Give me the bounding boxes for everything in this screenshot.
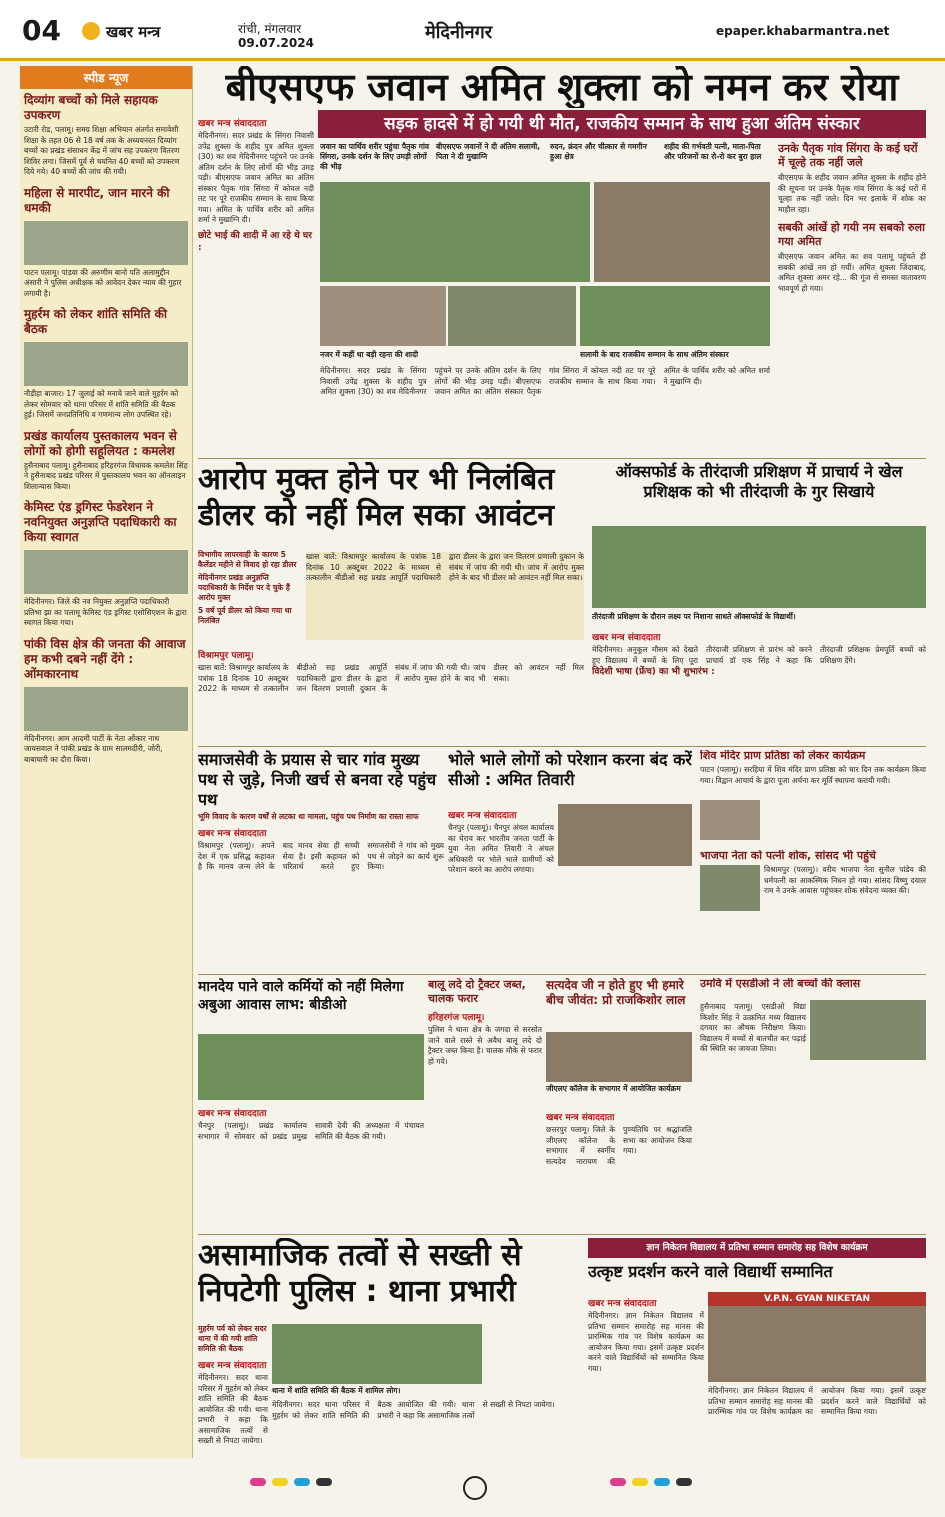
headline-line[interactable]: आरोप मुक्त होने पर भी निलंबित [198,462,555,497]
byline: खबर मन्त्र संवाददाता [588,1299,657,1309]
story-police-headline [198,1238,580,1320]
story12-left [198,1324,268,1464]
side-body: बीएसएफ जवान अमित का शव पलामू पहुंचते ही सबकी आंखें नम हो गयीं। अमित शुक्ला जिंदाबाद, अमित शुक्ला अमर रहे... की गूंज से समस्त वातावरण भावपूर्ण हो गया। [778,252,926,293]
lead-body: मेदिनीनगर। सदर प्रखंड के सिंगरा निवासी उपेंद्र शुक्ला के शहीद पुत्र अमित शुक्ला (30) का शव मेदिनीनगर पहुंचने पर उनके अंतिम दर्शन के लिए लोगों की भीड़ उमड़ पड़ी। बीएसएफ जवान अमित का अंतिम संस्कार पैतृक गांव सिंगरा में कोयल नदी तट पर पूरे राजकीय सम्मान के साथ किया गया। अमित के पार्थिव शरीर को अमित शर्मा ने मुखाग्नि दी। [198,131,314,224]
speed-news-sidebar [20,66,193,1458]
headline-line[interactable]: असामाजिक तत्वों से सख्ती से [198,1238,522,1273]
dateline-city: रांची, मंगलवार [238,22,302,36]
story2-bullets [198,550,298,640]
byline: खबर मन्त्र संवाददाता [546,1113,615,1123]
brief-photo [24,342,188,386]
story-body: पुलिस ने थाना क्षेत्र के जगदा से सरसोत जाने वाले रास्ते से अवैध बालू लदे दो ट्रैक्टर जब्त किया है। चालक मौके से फरार हो गये। [428,1025,542,1066]
side-body: बीएसएफ के शहीद जवान अमित शुक्ला के शहीद होने की सूचना पर उनके पैतृक गांव सिंगरा के कई घरों में चूल्हा तक नहीं जले। दिन भर इलाके में शोक का माहौल रहा। [778,173,926,214]
lead-headline[interactable]: बीएसएफ जवान अमित शुक्ला को नमन कर रोया [225,66,899,108]
story-body: मेदिनीनगर। सदर थाना परिसर में मुहर्रम को लेकर शांति समिति की बैठक आयोजित की गयी। थाना प्रभारी ने कहा कि असामाजिक तत्वों से सख्ती से निपटा जायेगा। [272,1400,555,1420]
meeting-photo [198,1034,424,1100]
brief-body: उटारी रोड, पलामू। समग्र शिक्षा अभियान अंतर्गत समावेशी शिक्षा के तहत 06 से 18 वर्ष तक के अध्ययनरत दिव्यांग बच्चों का प्रखंड संसाधन केंद्र में जांच सह उपकरण वितरण शिविर लगा। जिसमें पूर्व से चयनित 40 बच्चों को उपकरण दिये गये। 40 बच्चों की जांच की गयी। [24,125,180,176]
story-body: मेदिनीनगर। सदर थाना परिसर में मुहर्रम को लेकर शांति समिति की बैठक आयोजित की गयी। थाना प्रभारी ने कहा कि असामाजिक तत्वों से सख्ती से निपटा जायेगा। [198,1373,268,1445]
registration-crosshair-icon [463,1476,487,1500]
headline[interactable]: भोले भाले लोगों को परेशान करना बंद करें सीओ : अमित तिवारी [448,750,692,789]
story2-body [198,644,584,744]
lead-photo-1 [320,182,590,282]
lead-subheadline-bar: सड़क हादसे में हो गयी थी मौत, राजकीय सम्मान के साथ हुआ अंतिम संस्कार [318,110,926,138]
lead-bullet: रुदन, क्रंदन और चीत्कार से गमगीन हुआ क्षेत्र [550,142,647,161]
headline[interactable]: मानदेय पाने वाले कर्मियों को नहीं मिलेगा अबुआ आवास लाभ: बीडीओ [198,979,404,1013]
lead-small-head: छोटे भाई की शादी में आ रहे थे घर : [198,230,312,253]
temple-photo [700,800,760,840]
story-bullet: विभागीय लापरवाही के कारण 5 कैलेंडर महीने से विवाद हो रहा डीलर [198,550,297,569]
brief-headline[interactable]: दिव्यांग बच्चों को मिले सहायक उपकरण [24,93,158,122]
brief-photo [24,221,188,265]
story2-box: खास बातें: विश्रामपुर कार्यालय के पत्रांक 18 दिनांक 10 अक्टूबर 2022 के माध्यम से तत्कालीन बीडीओ सह प्रखंड आपूर्ति पदाधिकारी द्वारा डीलर के द्वारा जन वितरण प्रणाली दुकान के संबंध में जांच की गयी थी। जांच में आरोप मुक्त होने के बाद भी डीलर को आवंटन नहीं मिल सका। [306,552,584,640]
lead-photo-2 [594,182,770,282]
headline-line[interactable]: डीलर को नहीं मिल सका आवंटन [198,498,555,533]
story-body: मेदिनीनगर। अनुकूल मौसम को देखते हुए विद्यालय में बच्चों के लिए पूरा तीरंदाजी प्रशिक्षण से प्रारंभ को करने प्राचार्य डॉ एक सिंह ने कहा कि तीरंदाजी प्रशिक्षक प्रेमपूर्ति बच्चों को प्रशिक्षण देंगे। [592,645,926,665]
brand-logo-icon [82,22,100,40]
headline[interactable]: सत्यदेव जी न होते हुए भी हमारे बीच जीवंत: प्रो राजकिशोर लाल [546,978,686,1007]
byline: खबर मन्त्र संवाददाता [198,1109,267,1119]
photo-caption: नजर में कहीं था बड़ी रहना की शादी [320,350,419,359]
speed-news-caption: स्पीड न्यूज [20,66,192,89]
brief-photo [24,550,188,594]
byline: खबर मन्त्र संवाददाता [448,811,517,821]
story-felicitation-headline [588,1262,926,1288]
headline[interactable]: उमवि में एसडीओ ने ली बच्चों की क्लास [700,978,861,990]
headline-line[interactable]: निपटेगी पुलिस : थाना प्रभारी [198,1274,516,1309]
headline[interactable]: भाजपा नेता को पत्नी शोक, सांसद भी पहुंचे [700,850,876,862]
portrait-photo [700,865,760,911]
byline: हरिहरगंज पलामू। [428,1013,485,1023]
brief-body: पाटन पलामू। पांडवा की अरुणीम बानो पति अलामुद्दीन अंसारी ने पुलिस अधीक्षक को आवेदन देकर न्याय की गुहार लगायी है। [24,267,182,298]
brief-photo [24,687,188,731]
story-housing-headline [198,978,424,1030]
section-title: मेदिनीनगर [425,22,493,43]
story10-body [546,1106,692,1230]
page-number: 04 [22,14,61,47]
story-body: छत्तरपुर पलामू। जिले के जीएलए कॉलेज के सभागार में स्वर्गीय सत्यदेव नारायण की पुण्यतिथि पर श्रद्धांजलि सभा का आयोजन किया गया। [546,1125,692,1166]
brief-headline[interactable]: मुहर्रम को लेकर शांति समिति की बैठक [24,307,167,336]
story-sdo-class-headline [700,978,926,1000]
byline: खबर मन्त्र संवाददाता [592,633,661,643]
felicitation-photo [708,1292,926,1382]
story-body: विश्रामपुर (पलामू)। अपने देश में एक प्रसिद्ध कहावत है कि मानव जन्म लेने के बाद मानव सेवा ही सच्ची सेवा है। इसी कहावत को चरितार्थ करते हुए समाजसेवी ने गांव को मुख्य पथ से जोड़ने का कार्य शुरू किया। [198,841,444,871]
photo-caption: सलामी के बाद राजकीय सम्मान के साथ अंतिम संस्कार [580,350,729,359]
tribute-photo [546,1032,692,1082]
story-tribute-headline [546,978,696,1028]
peace-meeting-photo [272,1324,482,1384]
byline: विश्रामपुर पलामू। [198,651,254,661]
lead-bullet: जवान का पार्थिव शरीर पहुंचा पैतृक गांव सिंगरा, उनके दर्शन के लिए उमड़ी लोगों की भीड़ [320,142,430,171]
lead-headline-block [198,66,926,108]
story-body: मेदिनीनगर। ज्ञान निकेतन विद्यालय में प्रतिभा सम्मान समारोह सह मानस की प्रारम्भिक गांव पर विशेष कार्यक्रम का आयोजन किया गया। इसमें उत्कृष्ट प्रदर्शन करने वाले विद्यार्थियों को सम्मानित किया गया। [588,1311,704,1373]
photo-caption: थाना में शांति समिति की बैठक में शामिल लोग। [272,1386,401,1395]
brief-headline[interactable]: महिला से मारपीट, जान मारने की धमकी [24,185,170,215]
story-village-road-headline [198,750,444,808]
story-suspended-dealer-headline [198,462,584,546]
story-archery-headline [592,462,926,522]
sub-head: विदेशी भाषा (फ्रेंच) का भी शुभारंभ : [592,667,715,677]
story-body: पाटन (पलामू)। सरहिया में शिव मंदिर प्राण प्रतिष्ठा को चार दिन तक कार्यक्रम किया गया। विद्वान आचार्य के द्वारा पूजा अर्चना कर मूर्ति स्थापना करायी गयी। [700,765,926,785]
story8-body [198,1102,424,1230]
headline[interactable]: शिव मंदिर प्राण प्रतिष्ठा को लेकर कार्यक्रम [700,750,866,762]
story-body: चैनपुर (पलामू)। प्रखंड कार्यालय सभागार में सोमवार को प्रखंड प्रमुख सावत्री देवी की अध्यक्षता में पंचायत समिति की बैठक की गयी। [198,1121,424,1141]
story-bullet: 5 वर्ष पूर्व डीलर को किया गया था निलंबित [198,606,292,625]
photo-caption: तीरंदाजी प्रशिक्षण के दौरान लक्ष्य पर निशाना साधते ऑक्सफोर्ड के विद्यार्थी। [592,612,796,621]
story4-body [198,812,444,970]
classroom-photo [810,1000,926,1060]
brief-body: नौडीहा बाजार। 17 जुलाई को मनाये जाने वाले मुहर्रम को लेकर सोमवार को थाना परिसर में शांति समिति की बैठक हुई। जिसमें जनप्रतिनिधि व गणमान्य लोग उपस्थित रहे। [24,389,179,419]
byline: खबर मन्त्र संवाददाता [198,829,267,839]
protest-photo [558,804,692,866]
brief-headline[interactable]: प्रखंड कार्यालय पुस्तकालय भवन से लोगों को होगी सहूलियत : कमलेश [24,428,177,458]
story-body: खास बातें: विश्रामपुर कार्यालय के पत्रांक 18 दिनांक 10 अक्टूबर 2022 के माध्यम से तत्कालीन बीडीओ सह प्रखंड आपूर्ति पदाधिकारी द्वारा डीलर के द्वारा जन वितरण प्रणाली दुकान के संबंध में जांच की गयी थी। जांच में आरोप मुक्त होने के बाद भी डीलर को आवंटन नहीं मिल सका। [198,663,584,693]
story-body: हुसैनाबाद पलामू। एसडीओ विद्या किशोर सिंह ने उत्क्रमित मध्य विद्यालय दगवार का औचक निरीक्षण किया। विद्यालय में बच्चों से बातचीत कर पढ़ाई की स्थिति का जायजा लिया। [700,1002,806,1053]
lead-column [198,112,314,452]
byline: खबर मन्त्र संवाददाता [198,1361,267,1371]
epaper-link[interactable]: epaper.khabarmantra.net [716,24,890,38]
story-bullet: मेदिनीनगर प्रखंड अनुज्ञप्ति पदाधिकारी के निर्देश पर दे चुके हैं आरोप मुक्त [198,573,290,602]
headline[interactable]: बालू लदे दो ट्रैक्टर जब्त, चालक फरार [428,978,526,1005]
brief-body: मेदिनीनगर। जिले की नव नियुक्त अनुज्ञप्ति पदाधिकारी प्रतिभा झा का पलामू केमिस्ट एंड ड्रगिस्ट एसोसिएशन के द्वारा स्वागत किया गया। [24,597,187,627]
story-bullet: मुहर्रम पर्व को लेकर सदर थाना में की गयी शांति समिति की बैठक [198,1324,267,1353]
story-tractor-seized [428,978,542,1230]
brief-headline[interactable]: केमिस्ट एंड ड्रगिस्ट फेडरेशन ने नवनियुक्त अनुज्ञप्ति पदाधिकारी का किया स्वागत [24,500,177,544]
lead-body-continued: मेदिनीनगर। सदर प्रखंड के सिंगरा निवासी उपेंद्र शुक्ला के शहीद पुत्र अमित शुक्ला (30) का शव मेदिनीनगर पहुंचने पर उनके अंतिम दर्शन के लिए लोगों की भीड़ उमड़ पड़ी। बीएसएफ जवान अमित का अंतिम संस्कार पैतृक गांव सिंगरा में कोयल नदी तट पर पूरे राजकीय सम्मान के साथ किया गया। अमित के पार्थिव शरीर को अमित शर्मा ने मुखाग्नि दी। [320,366,770,396]
byline: खबर मन्त्र संवाददाता [198,119,267,129]
side-headline[interactable]: सबकी आंखें हो गयी नम सबको रुला गया अमित [778,221,925,248]
story-body: मेदिनीनगर। ज्ञान निकेतन विद्यालय में प्रतिभा सम्मान समारोह सह मानस की प्रारम्भिक गांव पर विशेष कार्यक्रम का आयोजन किया गया। इसमें उत्कृष्ट प्रदर्शन करने वाले विद्यार्थियों को सम्मानित किया गया। [708,1386,926,1416]
headline[interactable]: समाजसेवी के प्रयास से चार गांव मुख्य पथ से जुड़े, निजी खर्च से बनवा रहे पहुंच पथ [198,750,437,808]
lead-photo-4 [448,286,576,346]
story-body: विश्रामपुर (पलामू)। वरीय भाजपा नेता सुनील पांडेय की धर्मपत्नी का आकस्मिक निधन हो गया। सांसद विष्णु दयाल राम ने उनके आवास पहुंचकर शोक संवेदना व्यक्त की। [764,865,926,895]
dateline-date: 09.07.2024 [238,36,314,50]
brief-headline[interactable]: पांकी विस क्षेत्र की जनता की आवाज हम कभी दबने नहीं देंगे : ओंमकारनाथ [24,636,186,681]
story-body: चैनपुर (पलामू)। चैनपुर अंचल कार्यालय का घेराव कर भारतीय जनता पार्टी के युवा नेता अमित तिवारी ने अंचल अधिकारी पर भोले भाले ग्रामीणों को परेशान करने का आरोप लगाया। [448,823,554,874]
story-bjp-condolence [700,850,926,970]
lead-bullets [320,142,772,174]
lead-photo-3 [320,286,446,346]
lead-bullet: बीएसएफ जवानों ने दी अंतिम सलामी, पिता ने दी मुखाग्नि [436,142,541,161]
masthead [0,0,945,61]
lead-sidebar [778,142,926,452]
lead-bullet: शहीद की गर्भवती पत्नी, माता-पिता और परिजनों का रो-रो कर बुरा हाल [664,142,762,161]
story-bullet: भूमि विवाद के कारण वर्षों से लटका था मामला, पहुंच पथ निर्माण का रास्ता साफ [198,812,419,821]
archery-photo [592,526,926,608]
story13-body [588,1292,704,1464]
story-co-protest-headline [448,750,692,800]
photo-caption: जीएलए कॉलेज के सभागार में आयोजित कार्यक्रम [546,1084,681,1093]
headline[interactable]: ऑक्सफोर्ड के तीरंदाजी प्रशिक्षण में प्राचार्य ने खेल प्रशिक्षक को भी तीरंदाजी के गुर सिखाये [615,462,903,501]
brief-body: मेदिनीनगर। आम आदमी पार्टी के नेता ओंकार नाथ जायसवाल ने पांकी प्रखंड के ग्राम सालमदीरी, जोरी, बाबाघारी का दौरा किया। [24,733,163,764]
brand-name: खबर मन्त्र [106,23,161,41]
side-headline[interactable]: उनके पैतृक गांव सिंगरा के कई घरों में चूल्हे तक नहीं जले [778,142,918,169]
brief-body: हुसैनाबाद पलामू। हुसैनाबाद हरिहरगंज विधायक कमलेश सिंह ने हुसैनाबाद प्रखंड परिसर में पुस्तकालय भवन का ऑनलाइन शिलान्यास किया। [24,460,188,491]
story5-body [448,804,554,970]
school-banner: V.P.N. GYAN NIKETAN [708,1292,926,1306]
story3-body [592,626,926,744]
headline[interactable]: उत्कृष्ट प्रदर्शन करने वाले विद्यार्थी सम्मानित [588,1262,833,1281]
lead-photo-5 [580,286,770,346]
kicker-bar: ज्ञान निकेतन विद्यालय में प्रतिभा सम्मान समारोह सह विशेष कार्यक्रम [588,1238,926,1258]
